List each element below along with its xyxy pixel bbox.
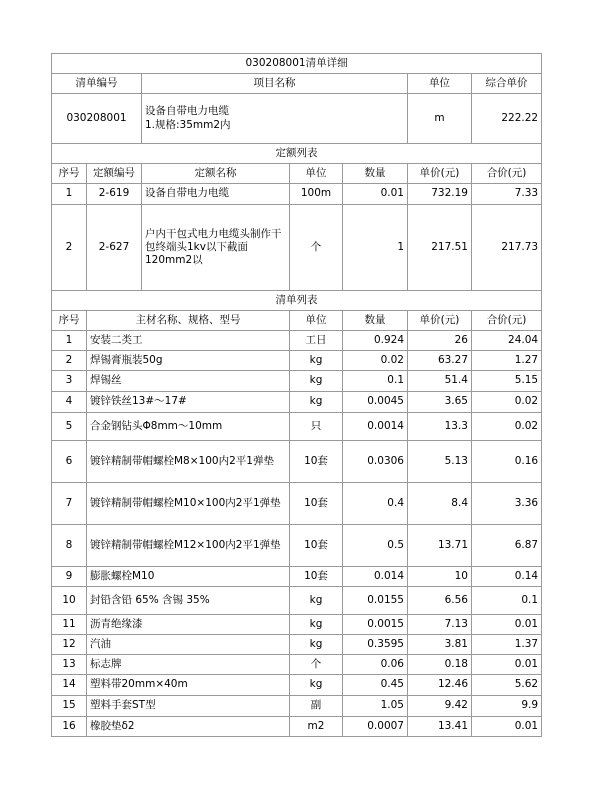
material-row — [52, 587, 542, 615]
material-seq: 1 — [52, 331, 87, 351]
material-unit: kg — [290, 392, 343, 413]
quota-row — [52, 205, 542, 291]
material-total: 0.02 — [472, 392, 542, 413]
quota-header-seq: 序号 — [52, 164, 87, 184]
materials-header-qty: 数量 — [343, 311, 408, 331]
material-qty: 1.05 — [343, 696, 408, 717]
material-unit-price: 3.81 — [408, 635, 472, 655]
material-seq: 2 — [52, 351, 87, 371]
material-total: 0.14 — [472, 567, 542, 587]
material-total: 3.36 — [472, 483, 542, 525]
header-name: 项目名称 — [142, 74, 408, 94]
material-seq: 5 — [52, 413, 87, 441]
material-name: 塑料手套ST型 — [87, 696, 290, 717]
material-total: 24.04 — [472, 331, 542, 351]
material-row — [52, 331, 542, 351]
quota-unit: 个 — [290, 205, 343, 291]
material-unit: kg — [290, 587, 343, 615]
quota-total: 7.33 — [472, 184, 542, 205]
item-price: 222.22 — [472, 94, 542, 144]
materials-header-unit-price: 单价(元) — [408, 311, 472, 331]
material-unit-price: 26 — [408, 331, 472, 351]
material-unit-price: 13.41 — [408, 717, 472, 737]
material-unit: 工日 — [290, 331, 343, 351]
material-row — [52, 525, 542, 567]
material-qty: 0.0015 — [343, 615, 408, 635]
materials-header-seq: 序号 — [52, 311, 87, 331]
material-total: 0.01 — [472, 615, 542, 635]
item-unit: m — [408, 94, 472, 144]
material-name: 橡胶垫δ2 — [87, 717, 290, 737]
material-unit: 只 — [290, 413, 343, 441]
material-row — [52, 717, 542, 737]
material-name: 合金钢钻头Φ8mm～10mm — [87, 413, 290, 441]
quota-qty: 1 — [343, 205, 408, 291]
material-unit: 10套 — [290, 441, 343, 483]
material-unit: kg — [290, 615, 343, 635]
material-qty: 0.0155 — [343, 587, 408, 615]
material-unit-price: 6.56 — [408, 587, 472, 615]
item-code: 030208001 — [52, 94, 142, 144]
material-qty: 0.4 — [343, 483, 408, 525]
header-price: 综合单价 — [472, 74, 542, 94]
material-seq: 8 — [52, 525, 87, 567]
quota-name: 设备自带电力电缆 — [142, 184, 290, 205]
item-name-line2: 1.规格:35mm2内 — [145, 118, 231, 131]
material-unit-price: 10 — [408, 567, 472, 587]
material-row — [52, 675, 542, 696]
quota-unit: 100m — [290, 184, 343, 205]
material-total: 1.27 — [472, 351, 542, 371]
material-qty: 0.0007 — [343, 717, 408, 737]
material-total: 1.37 — [472, 635, 542, 655]
material-unit-price: 13.3 — [408, 413, 472, 441]
material-unit-price: 0.18 — [408, 655, 472, 675]
material-name: 封铅含铅 65% 含锡 35% — [87, 587, 290, 615]
material-unit-price: 63.27 — [408, 351, 472, 371]
header-unit: 单位 — [408, 74, 472, 94]
material-qty: 0.02 — [343, 351, 408, 371]
quota-code: 2-627 — [87, 205, 142, 291]
material-total: 0.01 — [472, 717, 542, 737]
materials-header-name: 主材名称、规格、型号 — [87, 311, 290, 331]
material-row — [52, 392, 542, 413]
material-row — [52, 615, 542, 635]
quota-header-unit: 单位 — [290, 164, 343, 184]
material-seq: 6 — [52, 441, 87, 483]
material-row — [52, 696, 542, 717]
quota-name: 户内干包式电力电缆头制作干包终端头1kv以下截面120mm2以 — [142, 205, 290, 291]
material-name: 镀锌精制带帽螺栓M8×100内2平1弹垫 — [87, 441, 290, 483]
item-name — [142, 94, 408, 144]
material-name: 焊锡丝 — [87, 371, 290, 392]
material-seq: 16 — [52, 717, 87, 737]
material-unit: kg — [290, 371, 343, 392]
quota-qty: 0.01 — [343, 184, 408, 205]
material-unit: m2 — [290, 717, 343, 737]
material-qty: 0.0014 — [343, 413, 408, 441]
material-unit-price: 12.46 — [408, 675, 472, 696]
material-qty: 0.0306 — [343, 441, 408, 483]
material-qty: 0.0045 — [343, 392, 408, 413]
material-total: 0.16 — [472, 441, 542, 483]
quota-unit-price: 732.19 — [408, 184, 472, 205]
quota-unit-price: 217.51 — [408, 205, 472, 291]
material-unit: 10套 — [290, 525, 343, 567]
materials-section-title: 清单列表 — [52, 291, 542, 311]
material-unit: kg — [290, 675, 343, 696]
material-qty: 0.45 — [343, 675, 408, 696]
material-row — [52, 635, 542, 655]
material-row — [52, 413, 542, 441]
material-row — [52, 351, 542, 371]
quota-header-code: 定额编号 — [87, 164, 142, 184]
quota-header-total: 合价(元) — [472, 164, 542, 184]
material-seq: 7 — [52, 483, 87, 525]
material-seq: 13 — [52, 655, 87, 675]
material-total: 0.02 — [472, 413, 542, 441]
material-total: 9.9 — [472, 696, 542, 717]
material-name: 沥青绝缘漆 — [87, 615, 290, 635]
material-seq: 3 — [52, 371, 87, 392]
material-qty: 0.06 — [343, 655, 408, 675]
material-name: 标志牌 — [87, 655, 290, 675]
material-qty: 0.3595 — [343, 635, 408, 655]
material-total: 0.01 — [472, 655, 542, 675]
material-seq: 4 — [52, 392, 87, 413]
material-name: 焊锡膏瓶装50g — [87, 351, 290, 371]
bill-detail-table — [51, 53, 542, 737]
quota-section-title: 定额列表 — [52, 144, 542, 164]
material-name: 安装二类工 — [87, 331, 290, 351]
quota-header-qty: 数量 — [343, 164, 408, 184]
material-unit-price: 51.4 — [408, 371, 472, 392]
quota-header-unit-price: 单价(元) — [408, 164, 472, 184]
material-seq: 9 — [52, 567, 87, 587]
material-seq: 11 — [52, 615, 87, 635]
material-unit: kg — [290, 635, 343, 655]
material-row — [52, 655, 542, 675]
quota-code: 2-619 — [87, 184, 142, 205]
material-unit-price: 9.42 — [408, 696, 472, 717]
material-total: 5.62 — [472, 675, 542, 696]
material-unit: 个 — [290, 655, 343, 675]
material-seq: 15 — [52, 696, 87, 717]
material-unit: 10套 — [290, 567, 343, 587]
material-unit: kg — [290, 351, 343, 371]
material-qty: 0.014 — [343, 567, 408, 587]
material-unit-price: 13.71 — [408, 525, 472, 567]
material-total: 5.15 — [472, 371, 542, 392]
materials-header-unit: 单位 — [290, 311, 343, 331]
material-name: 汽油 — [87, 635, 290, 655]
material-row — [52, 483, 542, 525]
material-unit-price: 5.13 — [408, 441, 472, 483]
quota-seq: 1 — [52, 184, 87, 205]
material-qty: 0.5 — [343, 525, 408, 567]
material-qty: 0.924 — [343, 331, 408, 351]
material-row — [52, 567, 542, 587]
material-name: 镀锌铁丝13#～17# — [87, 392, 290, 413]
material-row — [52, 371, 542, 392]
material-unit: 副 — [290, 696, 343, 717]
material-qty: 0.1 — [343, 371, 408, 392]
material-seq: 12 — [52, 635, 87, 655]
item-name-line1: 设备自带电力电缆 — [145, 105, 229, 118]
material-row — [52, 441, 542, 483]
quota-header-name: 定额名称 — [142, 164, 290, 184]
page-title: 030208001清单详细 — [52, 54, 542, 74]
quota-seq: 2 — [52, 205, 87, 291]
material-name: 塑料带20mm×40m — [87, 675, 290, 696]
material-seq: 10 — [52, 587, 87, 615]
header-code: 清单编号 — [52, 74, 142, 94]
quota-total: 217.73 — [472, 205, 542, 291]
material-total: 0.1 — [472, 587, 542, 615]
materials-header-total: 合价(元) — [472, 311, 542, 331]
material-seq: 14 — [52, 675, 87, 696]
material-unit-price: 7.13 — [408, 615, 472, 635]
quota-row — [52, 184, 542, 205]
material-total: 6.87 — [472, 525, 542, 567]
material-unit-price: 8.4 — [408, 483, 472, 525]
material-unit-price: 3.65 — [408, 392, 472, 413]
material-name: 膨胀螺栓M10 — [87, 567, 290, 587]
material-unit: 10套 — [290, 483, 343, 525]
material-name: 镀锌精制带帽螺栓M10×100内2平1弹垫 — [87, 483, 290, 525]
material-name: 镀锌精制带帽螺栓M12×100内2平1弹垫 — [87, 525, 290, 567]
